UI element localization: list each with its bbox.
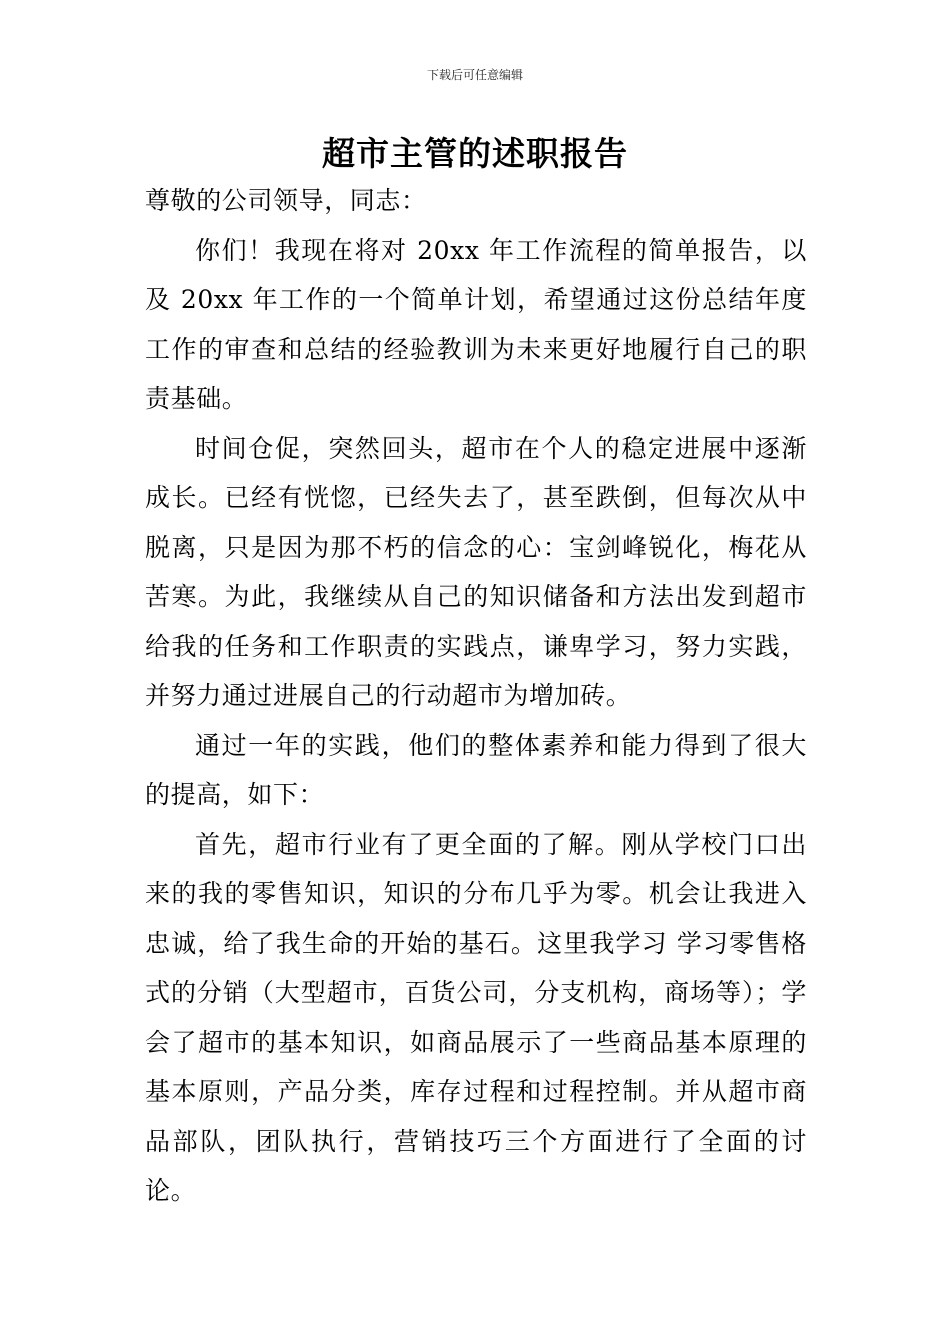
salutation: 尊敬的公司领导，同志： <box>145 186 427 215</box>
paragraph-growth: 时间仓促，突然回头，超市在个人的稳定进展中逐渐成长。已经有恍惚，已经失去了，甚至跌倒，但每次从中脱离，只是因为那不朽的信念的心：宝剑峰锐化，梅花从苦寒。为此，我继续从自己的知识储备和方法出发到超市给我的任务和工作职责的实践点，谦卑学习，努力实践，并努力通过进展自己的行动超市为增加砖。 <box>145 433 807 710</box>
paragraph-intro: 你们！我现在将对 20xx 年工作流程的简单报告，以及 20xx 年工作的一个简单计划，希望通过这份总结年度工作的审查和总结的经验教训为未来更好地履行自己的职责基础。 <box>145 235 807 413</box>
document-title: 超市主管的述职报告 <box>322 134 628 173</box>
paragraph-improvement: 通过一年的实践，他们的整体素养和能力得到了很大的提高，如下： <box>145 730 807 809</box>
document-body <box>145 176 807 1216</box>
header-note: 下载后可任意编辑 <box>426 68 523 82</box>
paragraph-first-point: 首先，超市行业有了更全面的了解。刚从学校门口出来的我的零售知识，知识的分布几乎为零。机会让我进入忠诚，给了我生命的开始的基石。这里我学习 学习零售格式的分销（大型超市，百货公司，分支机构，商场等）；学会了超市的基本知识，如商品展示了一些商品基本原理的基本原则，产品分类，库存过程和过程控制。并从超市商品部队，团队执行，营销技巧三个方面进行了全面的讨论。 <box>145 829 807 1205</box>
